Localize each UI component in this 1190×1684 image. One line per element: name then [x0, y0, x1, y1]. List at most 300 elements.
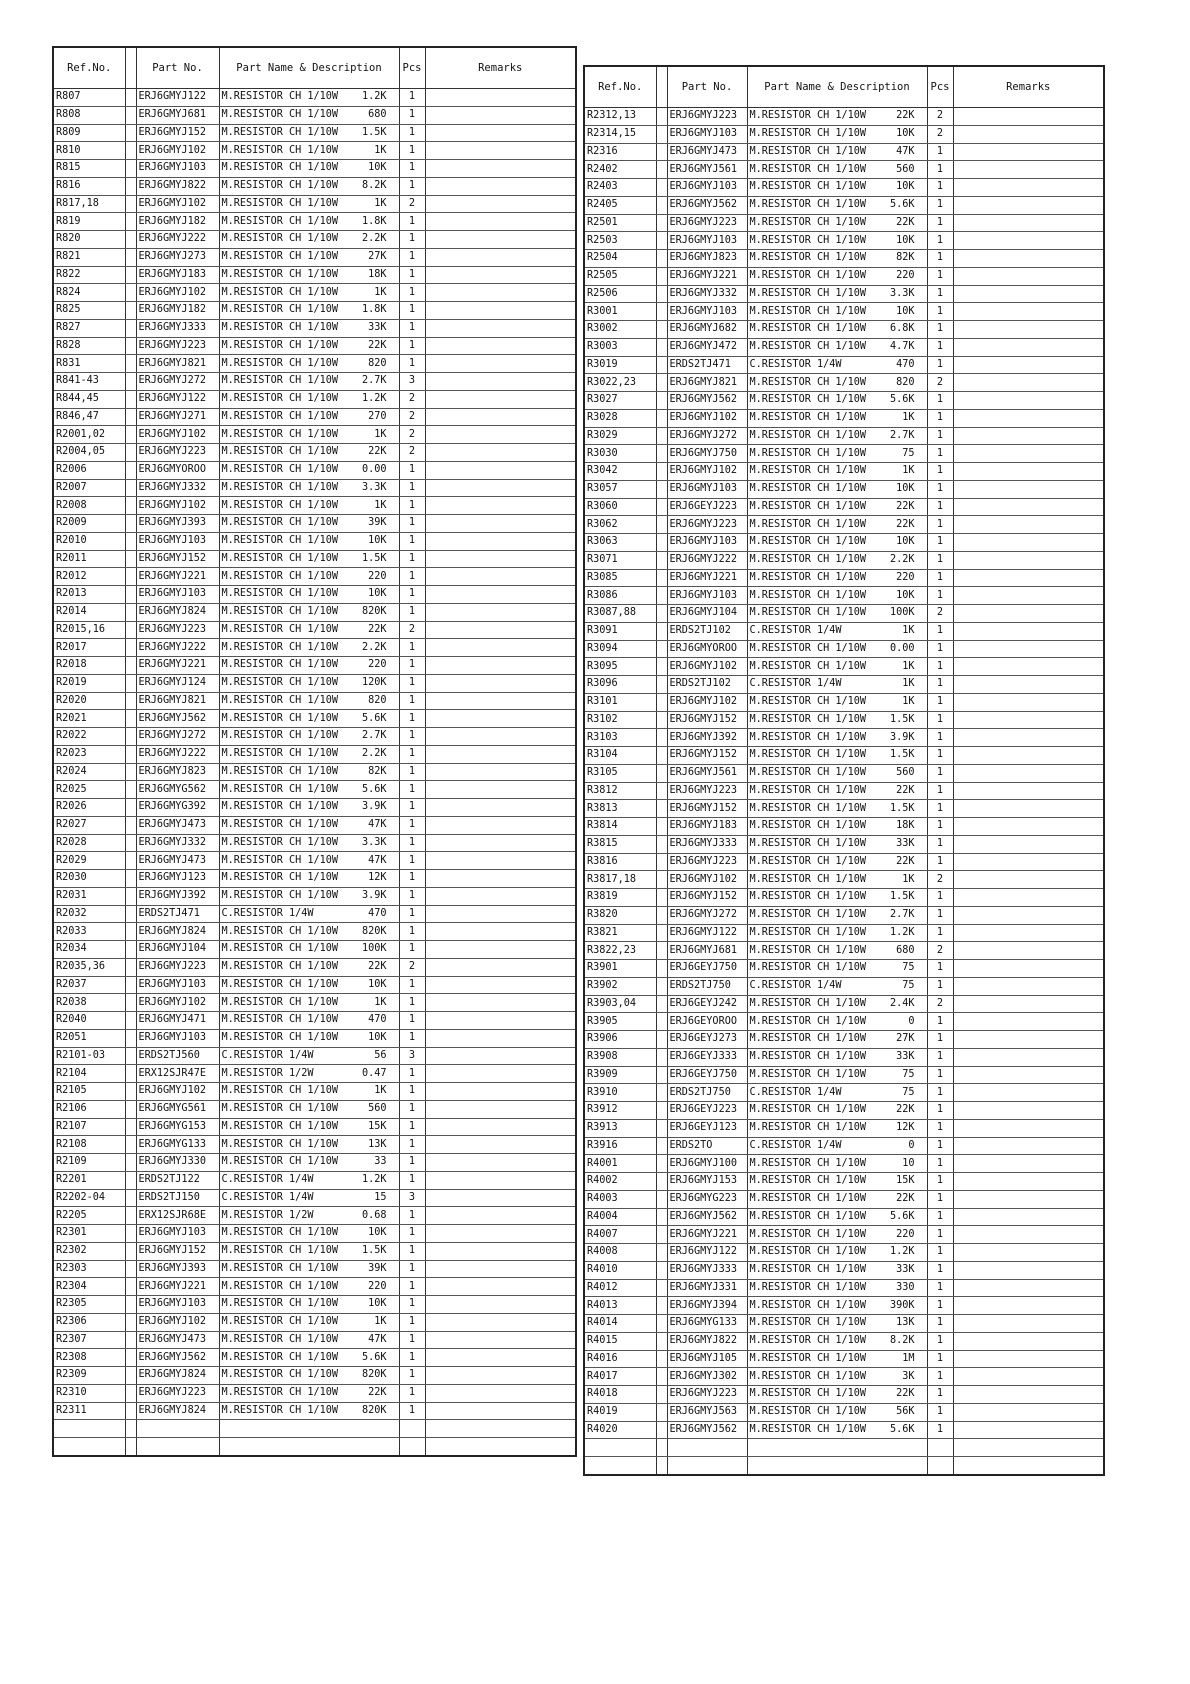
- empty-cell: [53, 1420, 125, 1438]
- blank-cell: [656, 356, 667, 374]
- ref-no-cell: R2038: [53, 994, 125, 1012]
- part-no-cell: ERJ6GMYJ223: [667, 516, 747, 534]
- part-value: 1K: [374, 1085, 387, 1097]
- table-row: [584, 729, 1104, 747]
- description-cell: [747, 747, 927, 765]
- part-name: C.RESISTOR 1/4W: [221, 1191, 314, 1203]
- ref-no-cell: R2013: [53, 586, 125, 604]
- remarks-cell: [953, 1244, 1104, 1262]
- part-no-cell: ERJ6GMYJ223: [136, 958, 219, 976]
- pcs-cell: 1: [399, 1331, 425, 1349]
- blank-cell: [125, 745, 136, 763]
- part-name: M.RESISTOR CH 1/10W: [221, 126, 339, 138]
- pcs-cell: 2: [927, 108, 953, 126]
- remarks-cell: [425, 497, 576, 515]
- ref-no-cell: R2303: [53, 1260, 125, 1278]
- part-no-cell: ERJ6GEYJ333: [667, 1048, 747, 1066]
- part-no-cell: ERJ6GMYJ272: [667, 906, 747, 924]
- remarks-cell: [953, 622, 1104, 640]
- part-name: M.RESISTOR CH 1/10W: [221, 286, 339, 298]
- blank-cell: [656, 1119, 667, 1137]
- table-row: [584, 108, 1104, 126]
- remarks-cell: [953, 498, 1104, 516]
- ref-no-cell: R2504: [584, 250, 656, 268]
- remarks-cell: [425, 639, 576, 657]
- remarks-cell: [425, 745, 576, 763]
- part-value: 680: [368, 109, 387, 121]
- remarks-cell: [425, 621, 576, 639]
- part-value: 220: [368, 570, 387, 582]
- part-value: 22K: [896, 1388, 915, 1400]
- ref-no-cell: R3819: [584, 889, 656, 907]
- table-row: [53, 444, 576, 462]
- remarks-cell: [425, 373, 576, 391]
- part-value: 82K: [896, 252, 915, 264]
- remarks-cell: [425, 124, 576, 142]
- part-value: 1.2K: [361, 91, 387, 103]
- table-row: [584, 338, 1104, 356]
- part-name: M.RESISTOR CH 1/10W: [749, 1104, 867, 1116]
- part-no-cell: ERJ6GMYJ102: [667, 658, 747, 676]
- part-value: 75: [902, 980, 915, 992]
- blank-cell: [656, 480, 667, 498]
- blank-cell: [125, 976, 136, 994]
- ref-no-cell: R4012: [584, 1279, 656, 1297]
- ref-no-cell: R2010: [53, 532, 125, 550]
- pcs-cell: 1: [399, 284, 425, 302]
- blank-cell: [125, 1065, 136, 1083]
- remarks-cell: [425, 284, 576, 302]
- blank-cell: [125, 1136, 136, 1154]
- table-row: [53, 302, 576, 320]
- part-name: M.RESISTOR CH 1/10W: [221, 1404, 339, 1416]
- description-cell: [219, 887, 399, 905]
- pcs-cell: 1: [927, 1048, 953, 1066]
- table-row: [584, 1421, 1104, 1439]
- part-name: M.RESISTOR CH 1/10W: [221, 1032, 339, 1044]
- part-no-cell: ERDS2TJ122: [136, 1171, 219, 1189]
- part-name: M.RESISTOR CH 1/10W: [749, 412, 867, 424]
- description-cell: [747, 196, 927, 214]
- part-no-cell: ERJ6GMYJ152: [667, 800, 747, 818]
- empty-cell: [136, 1438, 219, 1456]
- part-no-cell: ERDS2TJ102: [667, 622, 747, 640]
- blank-cell: [125, 1047, 136, 1065]
- part-name: M.RESISTOR 1/2W: [221, 1209, 314, 1221]
- blank-cell: [125, 284, 136, 302]
- ref-no-cell: R2316: [584, 143, 656, 161]
- description-cell: [219, 302, 399, 320]
- blank-cell: [125, 550, 136, 568]
- description-cell: [747, 534, 927, 552]
- pcs-cell: 1: [399, 1367, 425, 1385]
- pcs-cell: 1: [927, 693, 953, 711]
- ref-no-cell: R3905: [584, 1013, 656, 1031]
- description-cell: [219, 905, 399, 923]
- part-no-cell: ERJ6GMYJ222: [136, 231, 219, 249]
- description-cell: [219, 177, 399, 195]
- table-row: [584, 534, 1104, 552]
- ref-no-cell: R2032: [53, 905, 125, 923]
- part-name: M.RESISTOR CH 1/10W: [221, 1369, 339, 1381]
- pcs-cell: 1: [927, 1368, 953, 1386]
- ref-no-cell: R2301: [53, 1225, 125, 1243]
- pcs-cell: 1: [399, 941, 425, 959]
- description-cell: [747, 409, 927, 427]
- ref-no-cell: R3086: [584, 587, 656, 605]
- pcs-cell: 3: [399, 1047, 425, 1065]
- ref-no-cell: R816: [53, 177, 125, 195]
- part-no-cell: ERJ6GMYJ223: [667, 108, 747, 126]
- part-value: 2.7K: [889, 429, 915, 441]
- pcs-cell: 1: [927, 853, 953, 871]
- part-name: M.RESISTOR CH 1/10W: [749, 926, 867, 938]
- pcs-cell: 1: [927, 1173, 953, 1191]
- table-row: [53, 106, 576, 124]
- description-cell: [219, 763, 399, 781]
- part-value: 0.68: [361, 1209, 387, 1221]
- table-row: [584, 1244, 1104, 1262]
- table-row: [53, 284, 576, 302]
- part-name: M.RESISTOR CH 1/10W: [221, 836, 339, 848]
- part-name: M.RESISTOR CH 1/10W: [221, 1156, 339, 1168]
- blank-cell: [125, 515, 136, 533]
- table-row: [584, 1368, 1104, 1386]
- blank-cell: [125, 639, 136, 657]
- part-name: M.RESISTOR CH 1/10W: [749, 962, 867, 974]
- remarks-cell: [953, 871, 1104, 889]
- remarks-cell: [953, 800, 1104, 818]
- remarks-cell: [953, 1350, 1104, 1368]
- part-name: M.RESISTOR CH 1/10W: [749, 820, 867, 832]
- remarks-cell: [425, 1189, 576, 1207]
- ref-no-cell: R841-43: [53, 373, 125, 391]
- table-header-row: [584, 66, 1104, 108]
- pcs-cell: 1: [399, 160, 425, 178]
- remarks-cell: [953, 1386, 1104, 1404]
- description-cell: [219, 1349, 399, 1367]
- part-name: M.RESISTOR CH 1/10W: [749, 1406, 867, 1418]
- part-name: M.RESISTOR CH 1/10W: [221, 1085, 339, 1097]
- part-value: 1K: [902, 412, 915, 424]
- table-row: [53, 319, 576, 337]
- remarks-cell: [953, 1031, 1104, 1049]
- part-no-cell: ERDS2TJ102: [667, 676, 747, 694]
- blank-cell: [656, 800, 667, 818]
- ref-no-cell: R2014: [53, 603, 125, 621]
- part-value: 2.2K: [361, 748, 387, 760]
- empty-cell: [425, 1420, 576, 1438]
- part-value: 75: [902, 1086, 915, 1098]
- ref-no-cell: R2107: [53, 1118, 125, 1136]
- part-name: M.RESISTOR CH 1/10W: [749, 767, 867, 779]
- blank-cell: [656, 1244, 667, 1262]
- part-no-cell: ERJ6GMYJ122: [667, 924, 747, 942]
- part-name: M.RESISTOR CH 1/10W: [221, 304, 339, 316]
- ref-no-cell: R2021: [53, 710, 125, 728]
- part-name: M.RESISTOR CH 1/10W: [749, 696, 867, 708]
- blank-cell: [656, 924, 667, 942]
- description-cell: [747, 445, 927, 463]
- ref-no-cell: R2202-04: [53, 1189, 125, 1207]
- part-value: 47K: [896, 145, 915, 157]
- part-no-cell: ERJ6GMYJ562: [667, 1208, 747, 1226]
- ref-no-cell: R822: [53, 266, 125, 284]
- remarks-cell: [425, 834, 576, 852]
- pcs-cell: 1: [399, 337, 425, 355]
- part-no-cell: ERJ6GMYJ182: [136, 302, 219, 320]
- part-value: 2.2K: [361, 641, 387, 653]
- remarks-cell: [425, 1225, 576, 1243]
- part-name: M.RESISTOR CH 1/10W: [749, 1281, 867, 1293]
- pcs-cell: 1: [927, 250, 953, 268]
- description-cell: [747, 1350, 927, 1368]
- part-value: 1.8K: [361, 215, 387, 227]
- description-cell: [747, 1102, 927, 1120]
- description-cell: [747, 1386, 927, 1404]
- pcs-cell: 1: [399, 1313, 425, 1331]
- part-no-cell: ERJ6GMYJ102: [136, 497, 219, 515]
- part-no-cell: ERJ6GMYJ394: [667, 1297, 747, 1315]
- part-value: 1K: [374, 996, 387, 1008]
- table-row: [53, 763, 576, 781]
- ref-no-cell: R3042: [584, 463, 656, 481]
- part-no-cell: ERJ6GMYJ152: [136, 124, 219, 142]
- description-cell: [747, 942, 927, 960]
- remarks-cell: [425, 1207, 576, 1225]
- part-name: M.RESISTOR CH 1/10W: [221, 712, 339, 724]
- description-cell: [219, 1189, 399, 1207]
- part-no-cell: ERJ6GMYJ222: [667, 551, 747, 569]
- pcs-cell: 1: [399, 1260, 425, 1278]
- part-no-header: Part No.: [667, 66, 747, 108]
- part-value: 10: [902, 1157, 915, 1169]
- description-cell: [747, 658, 927, 676]
- part-no-cell: ERJ6GMYJ182: [136, 213, 219, 231]
- remarks-cell: [953, 676, 1104, 694]
- part-name: M.RESISTOR CH 1/10W: [221, 996, 339, 1008]
- remarks-cell: [425, 728, 576, 746]
- remarks-cell: [953, 427, 1104, 445]
- table-row: [53, 1136, 576, 1154]
- part-no-cell: ERJ6GMYJ824: [136, 1367, 219, 1385]
- pcs-cell: 1: [399, 1225, 425, 1243]
- ref-no-cell: R3820: [584, 906, 656, 924]
- part-no-cell: ERJ6GMYJ331: [667, 1279, 747, 1297]
- blank-cell: [656, 1403, 667, 1421]
- part-name: C.RESISTOR 1/4W: [749, 1139, 842, 1151]
- part-name: M.RESISTOR CH 1/10W: [221, 446, 339, 458]
- blank-cell: [125, 1154, 136, 1172]
- description-cell: [747, 285, 927, 303]
- description-cell: [747, 125, 927, 143]
- ref-no-cell: R815: [53, 160, 125, 178]
- pcs-cell: 1: [399, 710, 425, 728]
- ref-no-cell: R3910: [584, 1084, 656, 1102]
- part-no-cell: ERDS2TO: [667, 1137, 747, 1155]
- blank-cell: [656, 427, 667, 445]
- ref-no-cell: R2051: [53, 1029, 125, 1047]
- part-name: M.RESISTOR CH 1/10W: [749, 163, 867, 175]
- remarks-cell: [953, 108, 1104, 126]
- table-row: [53, 586, 576, 604]
- table-row: [53, 870, 576, 888]
- part-name: M.RESISTOR CH 1/10W: [221, 659, 339, 671]
- table-row: [584, 250, 1104, 268]
- part-name: M.RESISTOR CH 1/10W: [749, 181, 867, 193]
- pcs-header: Pcs: [927, 66, 953, 108]
- remarks-cell: [953, 569, 1104, 587]
- part-name: C.RESISTOR 1/4W: [749, 1086, 842, 1098]
- remarks-cell: [425, 319, 576, 337]
- part-no-header: Part No.: [136, 47, 219, 89]
- ref-no-cell: R2309: [53, 1367, 125, 1385]
- part-value: 820K: [361, 606, 387, 618]
- table-row: [584, 392, 1104, 410]
- blank-cell: [125, 337, 136, 355]
- ref-no-cell: R2007: [53, 479, 125, 497]
- remarks-cell: [425, 142, 576, 160]
- part-no-cell: ERJ6GMYJ563: [667, 1403, 747, 1421]
- part-value: 22K: [896, 500, 915, 512]
- blank-cell: [656, 250, 667, 268]
- remarks-cell: [425, 1384, 576, 1402]
- part-name: M.RESISTOR CH 1/10W: [749, 1193, 867, 1205]
- part-no-cell: ERJ6GMYJ183: [667, 818, 747, 836]
- pcs-cell: 3: [399, 1189, 425, 1207]
- description-cell: [219, 1136, 399, 1154]
- empty-row: [53, 1438, 576, 1456]
- part-name: M.RESISTOR CH 1/10W: [749, 465, 867, 477]
- table-row: [53, 941, 576, 959]
- ref-no-cell: R2029: [53, 852, 125, 870]
- blank-cell: [656, 303, 667, 321]
- pcs-cell: 2: [927, 374, 953, 392]
- description-cell: [219, 550, 399, 568]
- ref-no-cell: R3821: [584, 924, 656, 942]
- table-row: [584, 143, 1104, 161]
- description-cell: [747, 1421, 927, 1439]
- pcs-cell: 1: [927, 569, 953, 587]
- parts-table-right: [583, 65, 1105, 1476]
- ref-no-cell: R2501: [584, 214, 656, 232]
- part-value: 10K: [896, 181, 915, 193]
- pcs-cell: 2: [399, 195, 425, 213]
- description-cell: [747, 906, 927, 924]
- part-no-cell: ERDS2TJ471: [136, 905, 219, 923]
- blank-cell: [125, 905, 136, 923]
- empty-row: [53, 1420, 576, 1438]
- part-value: 1.5K: [889, 802, 915, 814]
- part-no-cell: ERJ6GMYJ152: [667, 711, 747, 729]
- part-name: M.RESISTOR CH 1/10W: [749, 1033, 867, 1045]
- ref-no-cell: R4014: [584, 1315, 656, 1333]
- blank-cell: [125, 195, 136, 213]
- remarks-cell: [425, 1242, 576, 1260]
- part-name: M.RESISTOR CH 1/10W: [749, 713, 867, 725]
- part-no-cell: ERJ6GMYJ272: [136, 728, 219, 746]
- part-no-cell: ERJ6GMYJ332: [136, 479, 219, 497]
- description-cell: [219, 870, 399, 888]
- remarks-cell: [425, 479, 576, 497]
- ref-no-cell: R2025: [53, 781, 125, 799]
- pcs-cell: 1: [399, 781, 425, 799]
- table-row: [584, 800, 1104, 818]
- part-no-cell: ERJ6GMYJ561: [667, 764, 747, 782]
- ref-no-header: Ref.No.: [53, 47, 125, 89]
- description-cell: [219, 1047, 399, 1065]
- blank-cell: [125, 1367, 136, 1385]
- part-no-cell: ERJ6GEYJ223: [667, 1102, 747, 1120]
- empty-cell: [399, 1438, 425, 1456]
- description-cell: [219, 941, 399, 959]
- blank-cell: [656, 942, 667, 960]
- pcs-cell: 1: [399, 603, 425, 621]
- part-name: M.RESISTOR CH 1/10W: [221, 978, 339, 990]
- pcs-cell: 3: [399, 373, 425, 391]
- table-row: [53, 195, 576, 213]
- table-row: [584, 853, 1104, 871]
- part-name: M.RESISTOR CH 1/10W: [221, 481, 339, 493]
- remarks-cell: [953, 445, 1104, 463]
- part-name: M.RESISTOR CH 1/10W: [221, 410, 339, 422]
- part-no-cell: ERJ6GEYJ750: [667, 960, 747, 978]
- description-cell: [747, 250, 927, 268]
- table-row: [584, 356, 1104, 374]
- remarks-cell: [425, 177, 576, 195]
- part-name: M.RESISTOR CH 1/10W: [749, 110, 867, 122]
- remarks-cell: [953, 1261, 1104, 1279]
- table-row: [584, 711, 1104, 729]
- description-cell: [747, 214, 927, 232]
- part-no-cell: ERJ6GMYJ472: [667, 338, 747, 356]
- pcs-cell: 1: [399, 461, 425, 479]
- table-row: [584, 693, 1104, 711]
- pcs-cell: 1: [927, 924, 953, 942]
- description-cell: [747, 1208, 927, 1226]
- part-no-cell: ERJ6GMYG561: [136, 1100, 219, 1118]
- part-no-cell: ERJ6GMYJ102: [136, 195, 219, 213]
- blank-cell: [125, 302, 136, 320]
- remarks-cell: [953, 729, 1104, 747]
- description-cell: [747, 1332, 927, 1350]
- description-cell: [747, 463, 927, 481]
- blank-cell: [125, 213, 136, 231]
- part-name: M.RESISTOR CH 1/10W: [221, 570, 339, 582]
- part-no-cell: ERJ6GMYJ222: [136, 639, 219, 657]
- ref-no-cell: R2028: [53, 834, 125, 852]
- pcs-cell: 1: [399, 834, 425, 852]
- pcs-cell: 1: [399, 799, 425, 817]
- blank-cell: [125, 1029, 136, 1047]
- part-value: 1K: [374, 499, 387, 511]
- blank-cell: [125, 124, 136, 142]
- part-value: 13K: [896, 1317, 915, 1329]
- pcs-cell: 1: [927, 1244, 953, 1262]
- part-value: 22K: [896, 216, 915, 228]
- table-row: [53, 231, 576, 249]
- blank-cell: [125, 1331, 136, 1349]
- part-no-cell: ERJ6GMYJ103: [136, 1029, 219, 1047]
- description-cell: [747, 1403, 927, 1421]
- part-name: M.RESISTOR CH 1/10W: [749, 376, 867, 388]
- blank-cell: [656, 1084, 667, 1102]
- remarks-cell: [953, 1226, 1104, 1244]
- remarks-cell: [953, 356, 1104, 374]
- ref-no-cell: R846,47: [53, 408, 125, 426]
- remarks-cell: [425, 213, 576, 231]
- part-value: 33: [374, 1156, 387, 1168]
